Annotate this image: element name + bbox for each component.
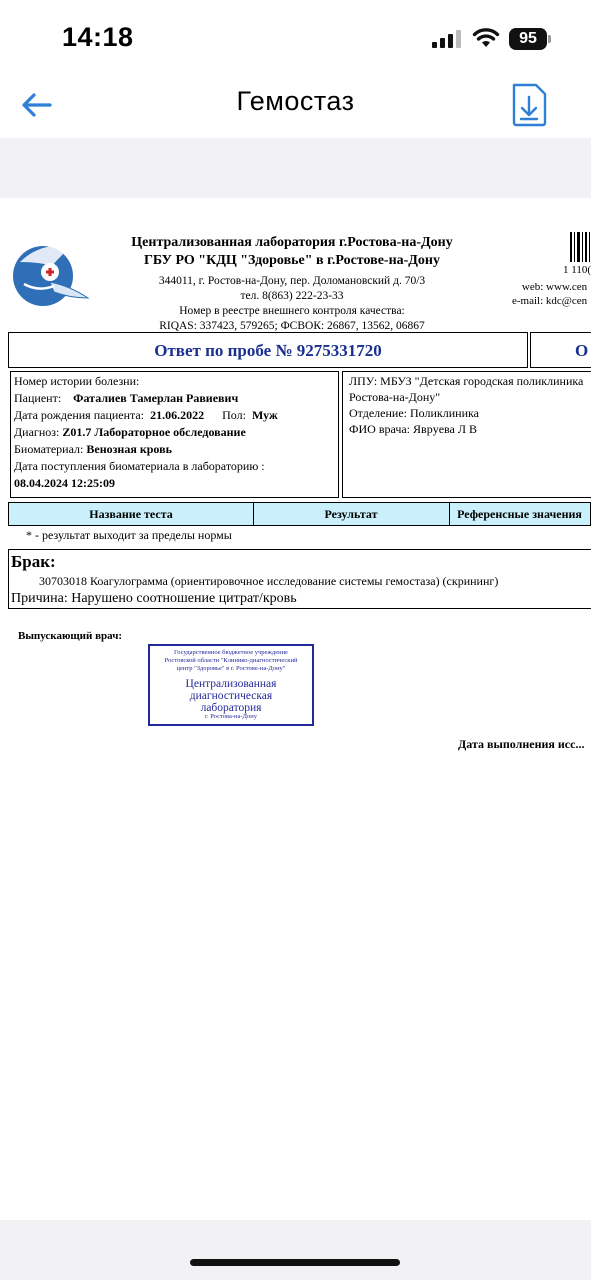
out-of-range-note: * - результат выходит за пределы нормы (26, 528, 232, 542)
lab-title-line1: Централизованная лаборатория г.Ростова-на-Дону (131, 235, 453, 250)
stamp-big1: Централизованная (185, 678, 277, 690)
battery-tip (548, 35, 551, 43)
dob-value: 21.06.2022 (150, 408, 205, 422)
stamp-big2: диагностическая (189, 690, 273, 702)
cellular-signal-icon (432, 30, 464, 48)
lpu-line1: ЛПУ: МБУЗ "Детская городская поликлиника (349, 374, 584, 388)
riqas-codes: RIQAS: 337423, 579265; ФСВОК: 26867, 13562, 06867 (159, 320, 425, 332)
lpu-line2: Ростова-на-Дону" (349, 390, 441, 404)
doctor-name: ФИО врача: Яврyева Л В (349, 422, 477, 436)
received-value: 08.04.2024 12:25:09 (14, 476, 115, 490)
stamp-city: г. Ростова-на-Дону (205, 713, 257, 720)
stamp-line3: центр "Здоровье" в г. Ростове-на-Дону" (176, 665, 286, 672)
diagnosis-row (14, 425, 246, 440)
th-result: Результат (253, 503, 450, 525)
material-row (14, 442, 172, 457)
clinic-info-box (342, 371, 591, 498)
th-test-name: Название теста (9, 503, 254, 525)
answer-title: Ответ по пробе № 9275331720 (154, 341, 382, 360)
status-time: 14:18 (62, 22, 134, 52)
lab-address: 344011, г. Ростов-на-Дону, пер. Доломановский д. 70/3 (158, 275, 426, 287)
diagnosis-label: Диагноз: (14, 425, 60, 439)
results-table-header (8, 502, 591, 526)
stamp-line2: Ростовской области "Клинико-диагностический (164, 657, 298, 664)
lab-title (0, 234, 584, 270)
stamp-big3: лаборатория (200, 702, 262, 714)
status-bar (0, 0, 591, 76)
barcode-number: 1 110( (563, 264, 591, 276)
lab-web: web: www.cen (521, 281, 588, 293)
lab-title-line2: ГБУ РО "КДЦ "Здоровье" в г.Ростове-на-Дону (144, 253, 440, 268)
issuing-doctor-label: Выпускающий врач: (18, 630, 123, 642)
stamp-header (153, 649, 309, 673)
rejected-title: Брак: (11, 552, 56, 571)
answer-side-text: О (575, 341, 589, 360)
patient-row (14, 391, 238, 406)
answer-title-box (8, 332, 528, 368)
th-reference: Референсные значения (449, 503, 591, 525)
stamp-line1: Государственное бюджетное учреждение (174, 649, 288, 656)
page-title: Гемостаз (236, 86, 355, 116)
rejected-sample-box (8, 549, 591, 609)
material-value: Венозная кровь (86, 442, 172, 456)
lab-email: e-mail: kdc@cen (512, 295, 588, 307)
rejected-reason: Причина: Нарушено соотношение цитрат/кровь (11, 591, 297, 606)
received-label: Дата поступления биоматериала в лабораторию : (14, 459, 265, 473)
patient-info-box (10, 371, 339, 498)
barcode-icon (570, 232, 591, 262)
dob-row (14, 408, 278, 423)
dob-label: Дата рождения пациента: (14, 408, 145, 422)
patient-label: Пациент: (14, 391, 62, 405)
answer-side-box (530, 332, 591, 368)
navigation-bar (0, 76, 591, 138)
department: Отделение: Поликлиника (349, 406, 479, 420)
lab-stamp (148, 644, 314, 726)
rejected-test: 30703018 Коагулограмма (ориентировочное исследование системы гемостаза) (скрининг) (39, 574, 499, 588)
quality-registry: Номер в реестре внешнего контроля качества: (179, 305, 405, 317)
lab-address-block (0, 274, 584, 334)
battery-level: 95 (509, 28, 547, 50)
material-label: Биоматериал: (14, 442, 84, 456)
download-icon[interactable] (508, 82, 550, 128)
sex-value: Муж (251, 408, 278, 422)
lab-contacts (512, 280, 587, 308)
pdf-document-page[interactable] (0, 198, 591, 1220)
wifi-icon (472, 26, 500, 48)
history-label: Номер истории болезни: (14, 374, 140, 388)
sex-label: Пол: (222, 408, 246, 422)
diagnosis-value: Z01.7 Лабораторное обследование (62, 425, 246, 439)
stamp-body (150, 678, 312, 714)
home-indicator[interactable] (190, 1259, 400, 1266)
patient-name: Фаталиев Тамерлан Равиевич (73, 391, 239, 405)
lab-phone: тел. 8(863) 222-23-33 (240, 290, 344, 302)
execution-date-label: Дата выполнения исс... (458, 737, 585, 751)
